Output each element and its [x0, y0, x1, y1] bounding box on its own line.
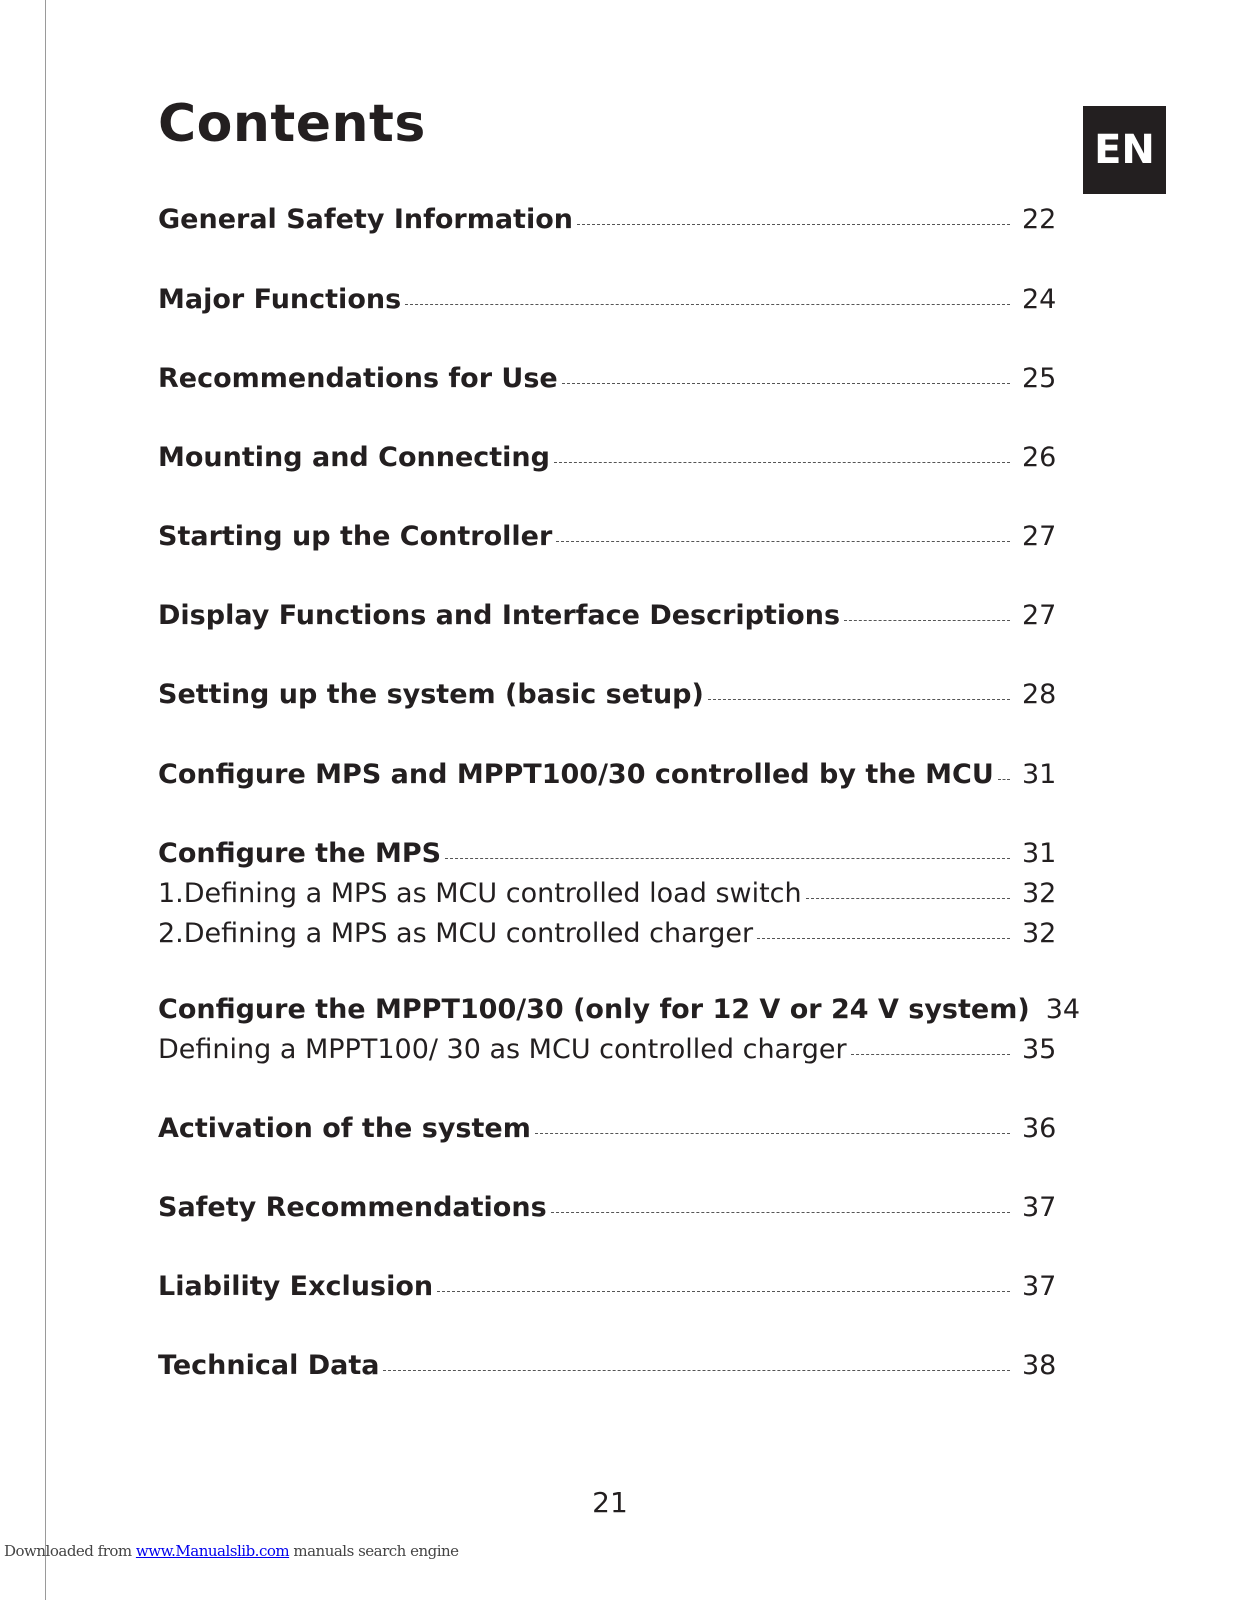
toc-entry-page: 37 [1022, 1192, 1057, 1223]
language-tab: EN [1083, 106, 1166, 194]
dot-leader [998, 778, 1010, 780]
toc-entry[interactable] [158, 1192, 1056, 1223]
dot-leader [383, 1369, 1010, 1371]
toc-entry-label: Configure the MPPT100/30 (only for 12 V or 24 V system) [158, 994, 1030, 1025]
toc-entry[interactable] [158, 679, 1056, 710]
toc-entry-label: Mounting and Connecting [158, 442, 550, 473]
toc-entry[interactable] [158, 521, 1056, 552]
toc-entry[interactable] [158, 204, 1056, 235]
toc-entry-label: Technical Data [158, 1350, 380, 1381]
toc-entry-label: Defining a MPPT100/ 30 as MCU controlled charger [158, 1034, 847, 1065]
footer-suffix: manuals search engine [289, 1542, 459, 1560]
toc-entry-page: 32 [1022, 918, 1057, 949]
toc-entry[interactable] [158, 363, 1056, 394]
dot-leader [708, 698, 1010, 700]
dot-leader [405, 303, 1010, 305]
toc-entry[interactable] [158, 1271, 1056, 1302]
toc-entry-label: Activation of the system [158, 1113, 531, 1144]
dot-leader [551, 1211, 1010, 1213]
toc-entry[interactable] [158, 600, 1056, 631]
manualslib-link[interactable]: www.Manualslib.com [135, 1542, 290, 1560]
toc-entry[interactable] [158, 442, 1056, 473]
toc-entry-page: 22 [1022, 204, 1057, 235]
toc-entry-page: 32 [1022, 878, 1057, 909]
toc-entry-page: 28 [1022, 679, 1057, 710]
toc-entry-label: Configure MPS and MPPT100/30 controlled by the MCU [158, 759, 994, 790]
toc-entry-label: 2.Defining a MPS as MCU controlled charger [158, 918, 754, 949]
toc-subentry[interactable] [158, 918, 1056, 949]
toc-entry-page: 27 [1022, 521, 1057, 552]
footer-prefix: Downloaded from [4, 1542, 136, 1560]
margin-rule [45, 0, 46, 1600]
toc-entry-label: Safety Recommendations [158, 1192, 547, 1223]
page-title: Contents [158, 94, 426, 154]
toc-entry[interactable] [158, 759, 1056, 790]
toc-entry[interactable] [158, 1113, 1056, 1144]
dot-leader [554, 461, 1010, 463]
dot-leader [556, 540, 1010, 542]
toc-entry-label: Recommendations for Use [158, 363, 558, 394]
toc-entry-page: 37 [1022, 1271, 1057, 1302]
dot-leader [844, 619, 1010, 621]
toc-entry-page: 31 [1022, 838, 1057, 869]
page-number: 21 [592, 1486, 628, 1519]
dot-leader [806, 897, 1010, 899]
download-footer [4, 1542, 459, 1560]
toc-entry-page: 27 [1022, 600, 1057, 631]
toc-entry-label: 1.Defining a MPS as MCU controlled load switch [158, 878, 802, 909]
toc-subentry[interactable] [158, 878, 1056, 909]
toc-entry-page: 25 [1022, 363, 1057, 394]
toc-entry[interactable] [158, 1350, 1056, 1381]
toc-entry-label: Setting up the system (basic setup) [158, 679, 704, 710]
dot-leader [577, 223, 1010, 225]
toc-entry-label: Display Functions and Interface Descriptions [158, 600, 841, 631]
toc-entry[interactable] [158, 838, 1056, 869]
toc-entry-label: General Safety Information [158, 204, 573, 235]
toc-entry-page: 38 [1022, 1350, 1057, 1381]
toc-entry-page: 35 [1022, 1034, 1057, 1065]
toc-entry-page: 36 [1022, 1113, 1057, 1144]
toc-entry-page: 24 [1022, 284, 1057, 315]
toc-entry-page: 31 [1022, 759, 1057, 790]
toc-entry-label: Configure the MPS [158, 838, 442, 869]
toc-subentry[interactable] [158, 1034, 1056, 1065]
toc-entry-label: Major Functions [158, 284, 402, 315]
toc-entry-page: 26 [1022, 442, 1057, 473]
toc-entry[interactable] [158, 994, 1081, 1025]
toc-entry[interactable] [158, 284, 1056, 315]
dot-leader [437, 1290, 1010, 1292]
dot-leader [562, 382, 1010, 384]
toc-entry-label: Liability Exclusion [158, 1271, 434, 1302]
dot-leader [757, 937, 1010, 939]
toc-entry-page: 34 [1045, 994, 1081, 1025]
dot-leader [851, 1053, 1010, 1055]
dot-leader [535, 1132, 1010, 1134]
dot-leader [445, 857, 1010, 859]
toc-entry-label: Starting up the Controller [158, 521, 553, 552]
